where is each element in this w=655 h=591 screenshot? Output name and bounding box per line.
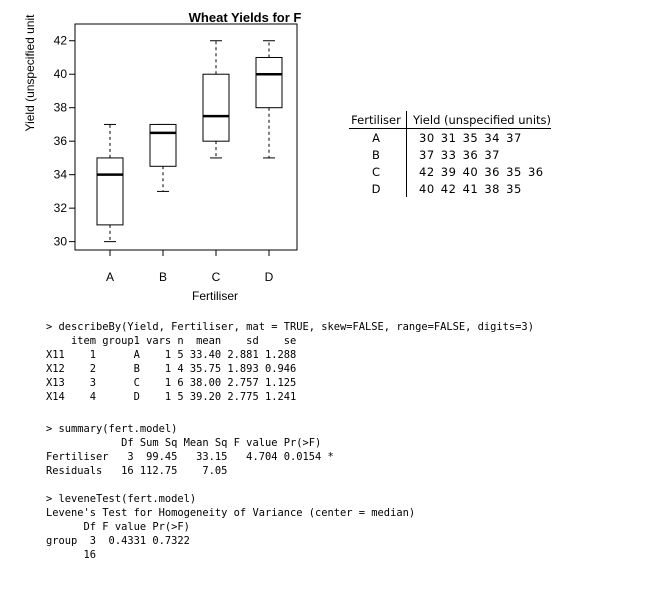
y-tick-label: 38 xyxy=(53,100,67,115)
x-tick-label: D xyxy=(264,270,274,284)
console-describeby-output: > describeBy(Yield, Fertiliser, mat = TRUE, skew=FALSE, range=FALSE, digits=3) item group1 vars n mean sd se X11 1 A 1 5 33.40 2.881 1.288 X12 2 B 1 4 35.75 1.893 0.946 X13 3 C 1 6 38.00 2.757 1.125 X14 4 D 1 5 39.20 2.775 1.241 xyxy=(46,321,534,403)
chart-title: Wheat Yields for F xyxy=(188,10,302,25)
yield-table xyxy=(349,111,551,197)
y-axis xyxy=(54,34,75,249)
box-b xyxy=(150,124,176,191)
table-header xyxy=(349,111,551,129)
table-cell-fertiliser: A xyxy=(349,129,407,146)
y-tick-label: 30 xyxy=(53,234,67,249)
header-yield: Yield (unspecified units) xyxy=(413,113,552,127)
table-cell-yields: 30 31 35 34 37 xyxy=(419,131,522,145)
iqr-box xyxy=(256,57,282,107)
table-cell-fertiliser: C xyxy=(349,163,407,180)
table-row xyxy=(349,129,551,146)
x-tick-label: C xyxy=(211,270,221,284)
box-c xyxy=(203,41,229,158)
boxes xyxy=(97,41,282,242)
x-axis xyxy=(106,250,274,284)
iqr-box xyxy=(97,158,123,225)
table-cell-yields: 37 33 36 37 xyxy=(419,148,500,162)
y-axis-label: Yield (unspecified unit xyxy=(23,14,37,132)
x-tick-label: B xyxy=(158,270,168,284)
x-axis-label: Fertiliser xyxy=(191,289,238,303)
table-cell-fertiliser: D xyxy=(349,180,407,197)
y-tick-label: 40 xyxy=(53,67,67,82)
y-tick-label: 34 xyxy=(53,167,67,182)
iqr-box xyxy=(203,74,229,141)
console-anova-summary: > summary(fert.model) Df Sum Sq Mean Sq F value Pr(>F) Fertiliser 3 99.45 33.15 4.704 0.0154 * Residuals 16 112.75 7.05 xyxy=(46,423,334,477)
y-tick-label: 32 xyxy=(53,201,67,216)
y-tick-label: 36 xyxy=(53,134,67,149)
table-row xyxy=(349,146,551,163)
table-row xyxy=(349,180,551,197)
iqr-box xyxy=(150,124,176,166)
table-row xyxy=(349,163,551,180)
header-fertiliser: Fertiliser xyxy=(349,111,407,128)
table-cell-fertiliser: B xyxy=(349,146,407,163)
console-levene-test: > leveneTest(fert.model) Levene's Test for Homogeneity of Variance (center = median) Df F value Pr(>F) group 3 0.4331 0.7322 16 xyxy=(46,493,416,561)
table-cell-yields: 42 39 40 36 35 36 xyxy=(419,165,544,179)
box-d xyxy=(256,41,282,158)
y-tick-label: 42 xyxy=(53,33,67,48)
x-tick-label: A xyxy=(105,270,115,284)
box-a xyxy=(97,124,123,241)
table-cell-yields: 40 42 41 38 35 xyxy=(419,182,522,196)
